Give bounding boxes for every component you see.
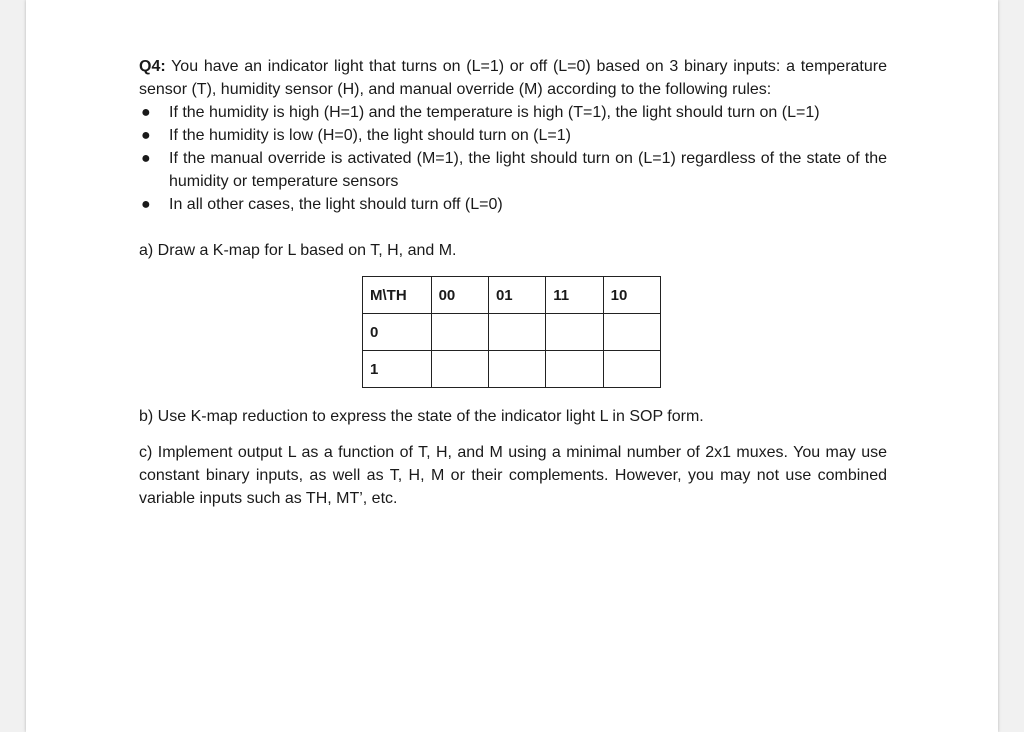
kmap-table-wrapper [362, 276, 661, 388]
rule-item [139, 101, 887, 124]
kmap-cell [603, 351, 660, 388]
part-b-text: b) Use K-map reduction to express the state of the indicator light L in SOP form. [139, 408, 704, 425]
rule-text: If the manual override is activated (M=1), the light should turn on (L=1) regardless of the state of the humidity or temperature sensors [169, 150, 887, 190]
kmap-col-header: 11 [546, 277, 603, 314]
kmap-row [363, 351, 661, 388]
kmap-col-header: 01 [488, 277, 545, 314]
kmap-cell [603, 314, 660, 351]
kmap-header-row [363, 277, 661, 314]
bullet-icon: ● [141, 104, 151, 121]
kmap-cell [488, 351, 545, 388]
rule-text: If the humidity is low (H=0), the light should turn on (L=1) [169, 127, 571, 144]
kmap-row [363, 314, 661, 351]
rule-item [139, 147, 887, 193]
question-intro [139, 55, 887, 101]
kmap-row-header: 1 [363, 351, 432, 388]
kmap-row-header: 0 [363, 314, 432, 351]
part-c-text: c) Implement output L as a function of T, H, and M using a minimal number of 2x1 muxes. You may use constant binary inputs, as well as T, H, M or their complements. However, you may not use combined variable inputs such as TH, MT’, etc. [139, 444, 887, 507]
rule-text: If the humidity is high (H=1) and the temperature is high (T=1), the light should turn on (L=1) [169, 104, 820, 121]
kmap-col-header: 10 [603, 277, 660, 314]
kmap-corner-label: M\TH [363, 277, 432, 314]
kmap-cell [431, 314, 488, 351]
kmap-cell [546, 351, 603, 388]
bullet-icon: ● [141, 196, 151, 213]
kmap-col-header: 00 [431, 277, 488, 314]
rule-item [139, 193, 887, 216]
part-a-text: a) Draw a K-map for L based on T, H, and M. [139, 242, 457, 259]
rule-item [139, 124, 887, 147]
kmap-table [362, 276, 661, 388]
question-content [139, 55, 887, 510]
kmap-cell [546, 314, 603, 351]
bullet-icon: ● [141, 150, 151, 167]
document-page [26, 0, 998, 732]
bullet-icon: ● [141, 127, 151, 144]
rule-text: In all other cases, the light should turn off (L=0) [169, 196, 503, 213]
question-intro-text: You have an indicator light that turns on (L=1) or off (L=0) based on 3 binary inputs: a temperature sensor (T), humidity sensor (H), and manual override (M) according to the following rules: [139, 58, 887, 98]
question-label: Q4: [139, 58, 166, 75]
rules-list [139, 101, 887, 216]
kmap-cell [488, 314, 545, 351]
kmap-cell [431, 351, 488, 388]
